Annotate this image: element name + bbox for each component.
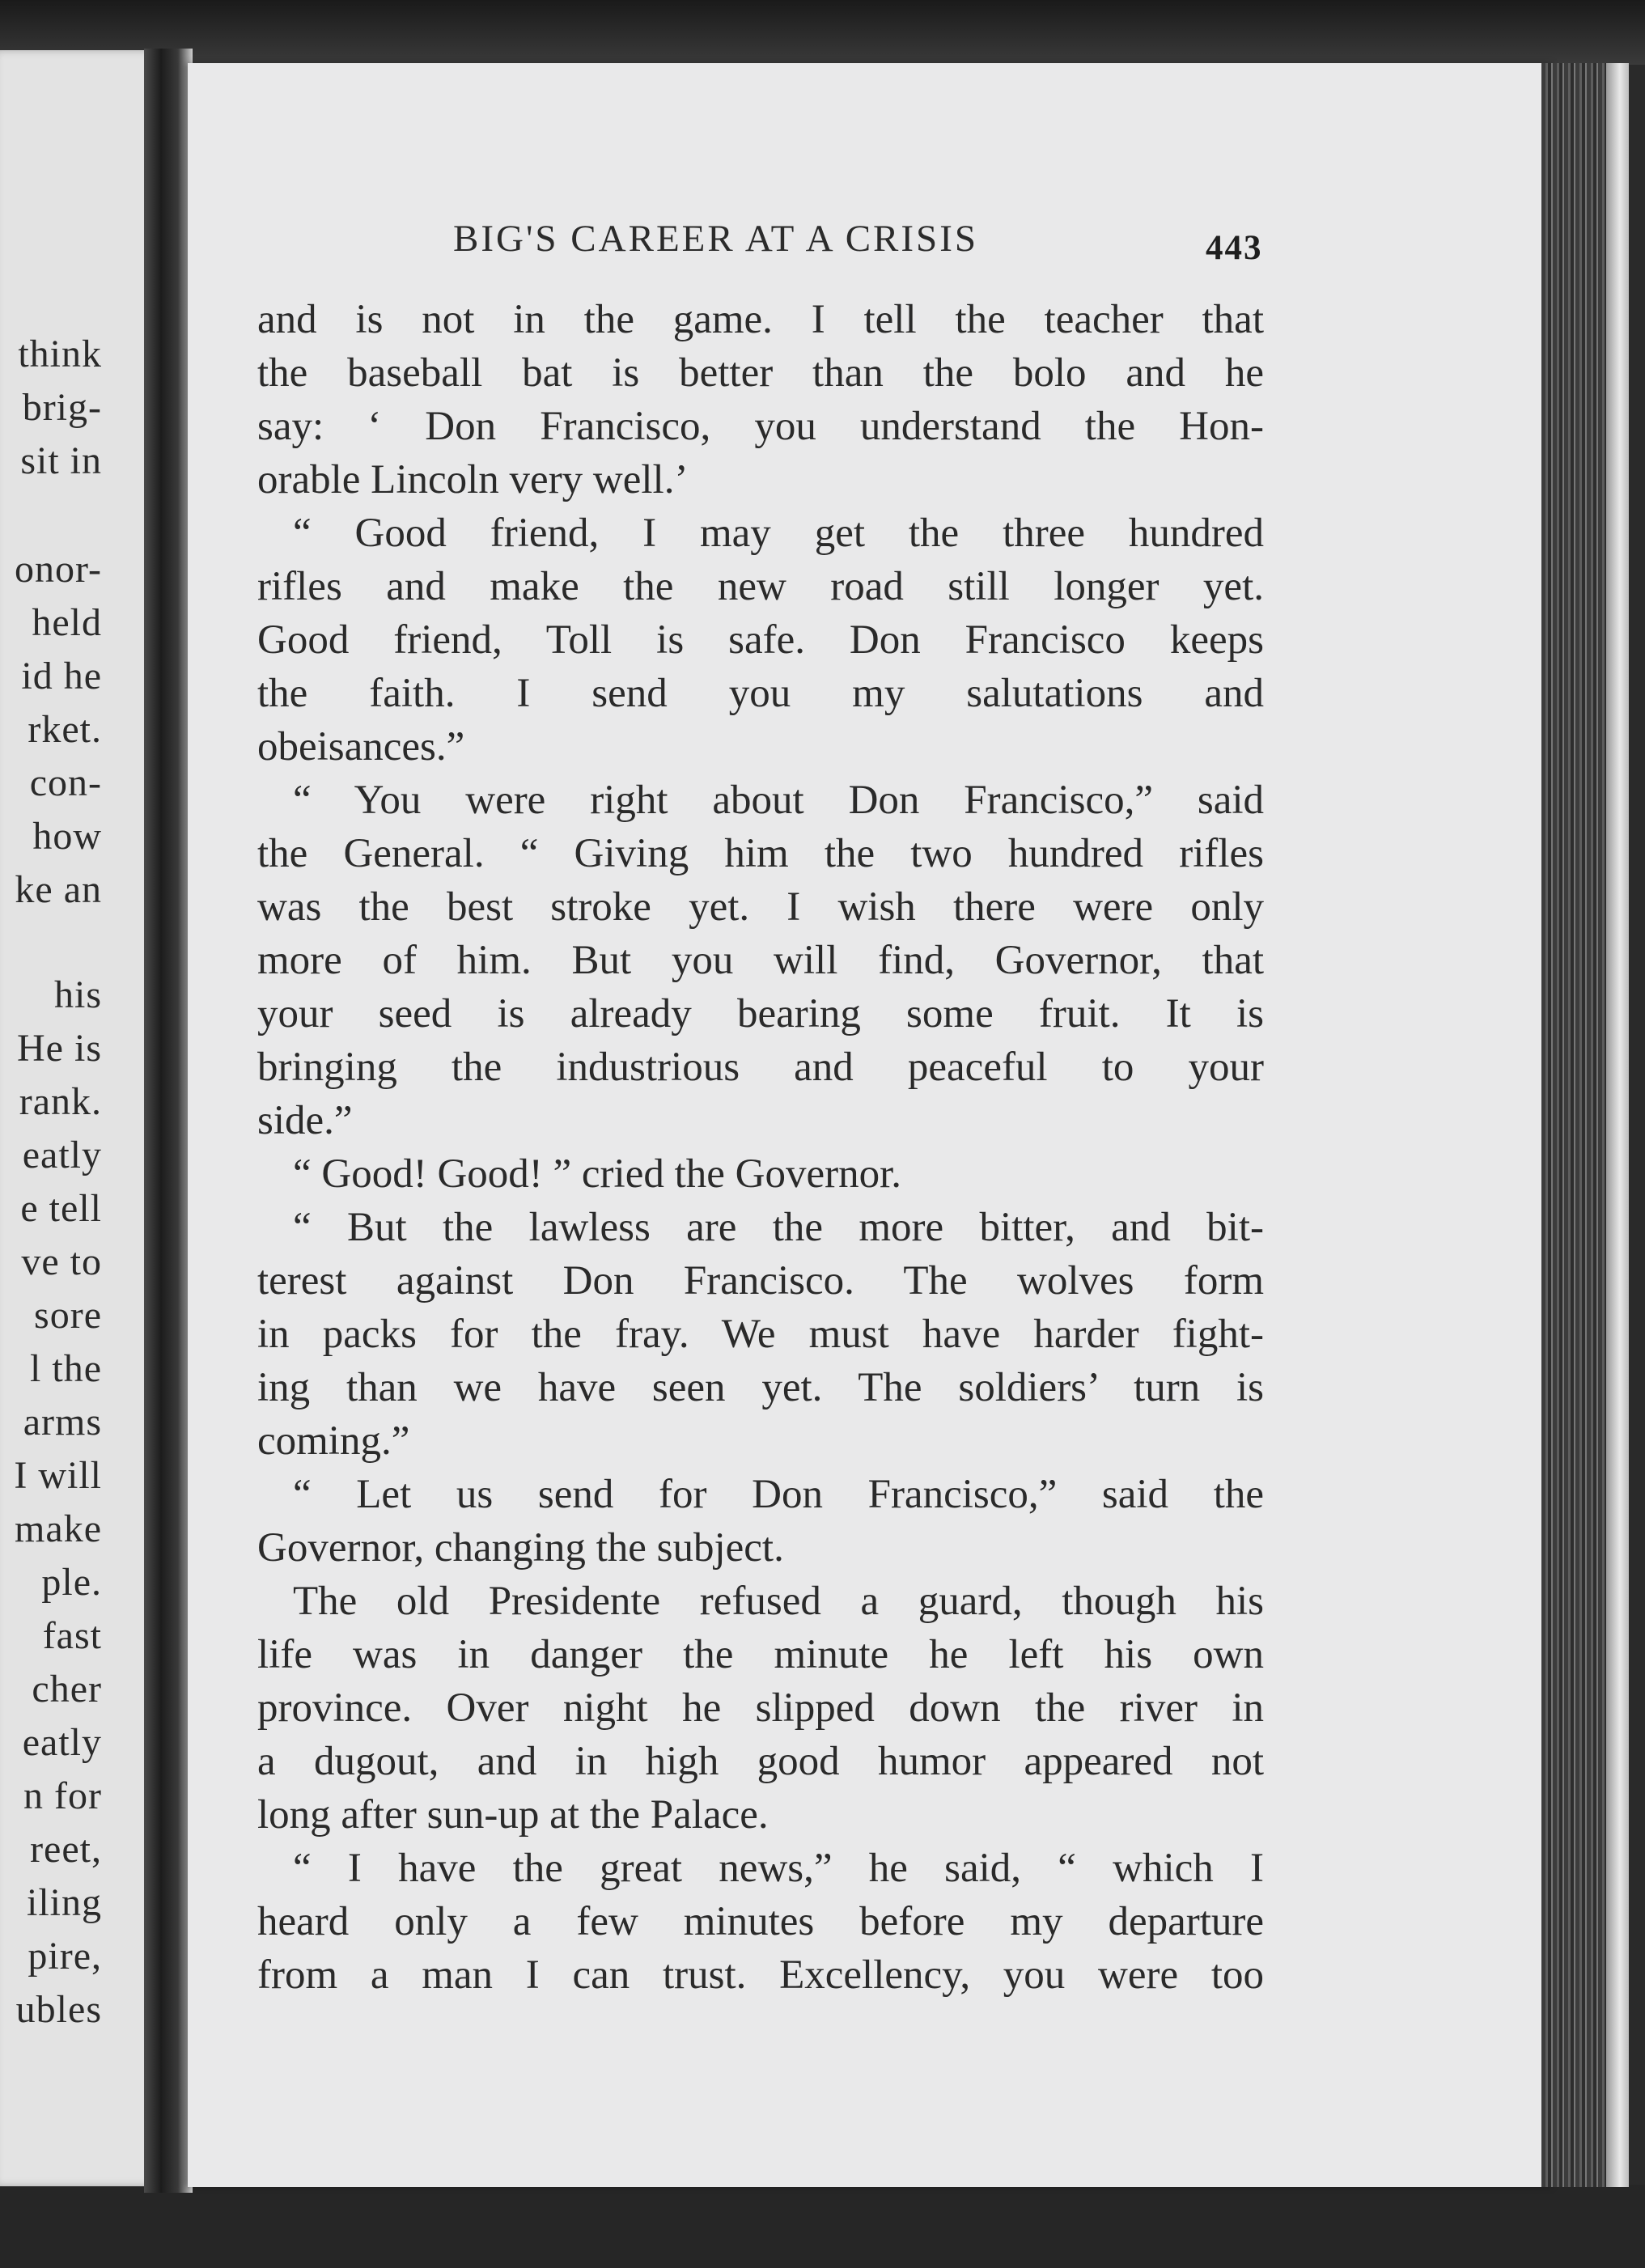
text-line: from a man I can trust. Excellency, you were too — [257, 1952, 1264, 1998]
left-page-line: rank. — [19, 1080, 102, 1123]
left-page-line: fast — [42, 1614, 102, 1657]
text-line: life was in danger the minute he left his own — [257, 1632, 1264, 1677]
running-head: BIG'S CAREER AT A CRISIS — [453, 218, 978, 260]
scan-background-top — [0, 0, 1645, 65]
text-line: The old Presidente refused a guard, though his — [293, 1579, 1264, 1624]
left-page-line: rket. — [28, 708, 102, 751]
left-page-line: pire, — [28, 1935, 102, 1978]
left-page-line: ve to — [21, 1240, 102, 1283]
text-line: orable Lincoln very well.’ — [257, 457, 689, 502]
left-page-line: iling — [26, 1881, 102, 1924]
text-line: say: ‘ Don Francisco, you understand the Hon- — [257, 404, 1264, 449]
text-line: “ Let us send for Don Francisco,” said the — [293, 1472, 1264, 1517]
text-line: and is not in the game. I tell the teacher that — [257, 297, 1264, 342]
left-page-line: arms — [23, 1401, 102, 1443]
left-page-line: con- — [29, 761, 102, 804]
left-page-line: reet, — [30, 1828, 102, 1871]
left-page-line: sit in — [20, 439, 102, 482]
text-line: obeisances.” — [257, 724, 465, 769]
left-page-line: He is — [17, 1027, 102, 1070]
previous-page-fragment — [0, 50, 168, 2186]
text-line: rifles and make the new road still longer yet. — [257, 564, 1264, 609]
text-line: Good friend, Toll is safe. Don Francisco keeps — [257, 617, 1264, 663]
text-line: “ Good friend, I may get the three hundred — [293, 511, 1264, 556]
text-line: the baseball bat is better than the bolo and he — [257, 350, 1264, 396]
left-page-line: l the — [30, 1347, 102, 1390]
text-line: coming.” — [257, 1418, 410, 1464]
text-line: “ You were right about Don Francisco,” said — [293, 778, 1264, 823]
text-line: bringing the industrious and peaceful to your — [257, 1045, 1264, 1090]
text-line: ing than we have seen yet. The soldiers’ turn is — [257, 1365, 1264, 1410]
text-line: “ I have the great news,” he said, “ which I — [293, 1846, 1264, 1891]
text-line: Governor, changing the subject. — [257, 1525, 784, 1571]
text-line: your seed is already bearing some fruit. It is — [257, 991, 1264, 1036]
left-page-line: make — [15, 1507, 102, 1550]
left-page-line: ubles — [15, 1988, 102, 2031]
left-page-line: how — [32, 815, 102, 858]
text-line: the General. “ Giving him the two hundred rifles — [257, 831, 1264, 876]
page-number: 443 — [1206, 229, 1263, 267]
text-line: a dugout, and in high good humor appeared not — [257, 1739, 1264, 1784]
book-cover-edge — [1606, 63, 1629, 2187]
left-page-line: ke an — [15, 868, 102, 911]
text-line: “ Good! Good! ” cried the Governor. — [293, 1151, 902, 1197]
left-page-line: I will — [14, 1454, 102, 1497]
left-page-line: eatly — [22, 1721, 102, 1764]
text-line: heard only a few minutes before my departure — [257, 1899, 1264, 1944]
left-page-line: ple. — [41, 1561, 102, 1604]
scan-background-bottom — [0, 2185, 1645, 2268]
left-page-line: sore — [34, 1294, 102, 1337]
left-page-line: cher — [32, 1668, 102, 1711]
left-page-line: think — [18, 333, 102, 375]
text-line: the faith. I send you my salutations and — [257, 671, 1264, 716]
left-page-line: n for — [23, 1774, 102, 1817]
book-gutter — [144, 49, 193, 2193]
text-line: more of him. But you will find, Governor, that — [257, 938, 1264, 983]
text-line: “ But the lawless are the more bitter, and bit- — [293, 1205, 1264, 1250]
text-line: in packs for the fray. We must have harder fight- — [257, 1312, 1264, 1357]
left-page-line: his — [53, 973, 102, 1016]
left-page-line: held — [32, 601, 102, 644]
text-line: province. Over night he slipped down the river in — [257, 1685, 1264, 1731]
left-page-line: onor- — [14, 548, 102, 591]
text-line: was the best stroke yet. I wish there were only — [257, 884, 1264, 930]
left-page-line: id he — [21, 655, 102, 697]
left-page-line: brig- — [22, 386, 102, 429]
text-line: long after sun-up at the Palace. — [257, 1792, 769, 1838]
text-line: side.” — [257, 1098, 353, 1143]
left-page-line: eatly — [22, 1134, 102, 1176]
left-page-line: e tell — [20, 1187, 102, 1230]
text-line: terest against Don Francisco. The wolves form — [257, 1258, 1264, 1304]
